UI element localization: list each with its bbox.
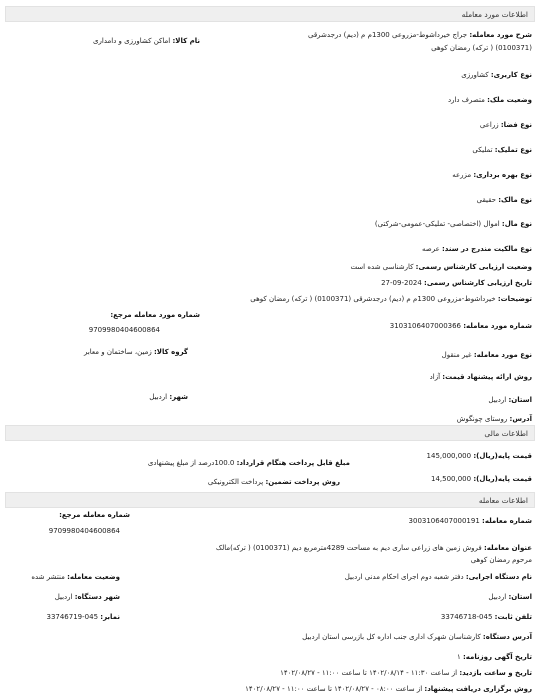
base-price-label: قیمت پایه(ریال): — [473, 452, 532, 460]
city-label: شهر: — [169, 393, 188, 401]
guarantee-label: روش پرداخت تضمین: — [265, 478, 340, 486]
trans-status-field — [31, 572, 120, 582]
offer-date-label: روش برگزاری دریافت پیشنهاد: — [424, 685, 532, 693]
visit-label: تاریخ و ساعت بازدید: — [459, 669, 532, 677]
address-label: آدرس: — [509, 415, 532, 423]
trans-number-value: 3003106407000191 — [408, 517, 480, 525]
notes-field — [250, 294, 532, 304]
deal-number-value: 3103106407000366 — [389, 322, 462, 330]
address-field — [457, 414, 532, 424]
property-name-value: اماکن کشاورزی و دامداری — [93, 37, 171, 45]
group-label: گروه کالا: — [153, 348, 188, 356]
phone-label: تلفن ثابت: — [494, 613, 532, 621]
city-field — [149, 392, 188, 402]
address-value: روستای چونگوش — [456, 415, 508, 423]
trans-province-value: اردبیل — [488, 593, 507, 601]
ref-number-label: شماره مورد معامله مرجع: — [110, 311, 200, 319]
publish-date-value: ۱ — [456, 653, 461, 661]
status-value: متصرف دارد — [447, 96, 485, 104]
owner-type-label: نوع مالک: — [498, 196, 532, 204]
fax-label: نمابر: — [100, 613, 120, 621]
device-city-value: اردبیل — [54, 593, 73, 601]
deed-value: عرصه — [422, 245, 440, 253]
deposit-value: 14,500,000 — [431, 475, 472, 483]
ref-number-value-field — [89, 325, 160, 335]
ref-number-label-field — [110, 310, 200, 320]
expert-date-field — [381, 278, 532, 288]
section-header-deal-info: اطلاعات مورد معامله — [5, 6, 535, 22]
offer-method-value: آزاد — [429, 373, 441, 381]
trans-ref-value: 9709980404600864 — [48, 527, 120, 535]
guarantee-field — [208, 477, 340, 487]
device-address-field — [302, 632, 532, 642]
executor-value: دفتر شعبه دوم اجرای احکام مدنی اردبیل — [344, 573, 464, 581]
province-field — [488, 395, 532, 405]
status-field — [448, 95, 532, 105]
owner-type-field — [477, 195, 532, 205]
trans-province-label: استان: — [508, 593, 532, 601]
base-price-value: 145,000,000 — [426, 452, 472, 460]
guarantee-value: پرداخت الکترونیکی — [207, 478, 264, 486]
ownership-value: تملیکی — [472, 146, 493, 154]
phone-value: 045-33746718 — [440, 613, 493, 621]
executor-label: نام دستگاه اجرایی: — [465, 573, 532, 581]
trans-number-field — [409, 516, 532, 526]
exploitation-value: مزرعه — [452, 171, 472, 179]
property-name-label: نام کالا: — [172, 37, 200, 45]
owner-type-value: حقیقی — [476, 196, 496, 204]
space-label: نوع فضا: — [500, 121, 532, 129]
property-kind-label: نوع مال: — [501, 220, 532, 228]
usage-field — [461, 70, 532, 80]
payment-field — [148, 458, 350, 468]
payment-label: مبلغ قابل پرداخت هنگام قرارداد: — [236, 459, 350, 467]
notes-label: توضیحات: — [497, 295, 532, 303]
ref-number-value: 9709980404600864 — [88, 326, 160, 334]
exploitation-label: نوع بهره برداری: — [473, 171, 532, 179]
deal-type-value: غیر منقول — [441, 351, 472, 359]
deal-number-field — [390, 321, 532, 331]
offer-method-field — [430, 372, 532, 382]
trans-ref-label: شماره معامله مرجع: — [59, 511, 130, 519]
publish-date-field — [457, 652, 532, 662]
base-price-field — [427, 451, 532, 461]
province-value: اردبیل — [488, 396, 507, 404]
description-label: شرح مورد معامله: — [469, 31, 532, 39]
group-value: زمین، ساختمان و معابر — [83, 348, 152, 356]
offer-method-label: روش ارائه پیشنهاد قیمت: — [442, 373, 532, 381]
ownership-field — [472, 145, 532, 155]
trans-title-label: عنوان معامله: — [484, 544, 532, 552]
trans-title-field — [202, 542, 532, 566]
trans-ref-value-field — [49, 526, 120, 536]
deal-type-label: نوع مورد معامله: — [473, 351, 532, 359]
expert-status-field — [350, 262, 532, 272]
description-value: جراج خیرداشوط-مزروعی 1300م م (دیم) درجدشرقی (0100371) ( ترکه) رمضان کوهی — [308, 31, 532, 52]
offer-date-value: از ساعت ۰۸:۰۰ - ۱۴۰۲/۰۸/۲۷ تا ساعت ۱۱:۰۰ - ۱۴۰۲/۰۸/۲۷ — [245, 685, 423, 693]
phone-field — [441, 612, 532, 622]
expert-status-label: وضعیت ارزیابی کارشناس رسمی: — [415, 263, 532, 271]
ownership-label: نوع تملیک: — [494, 146, 532, 154]
city-value: اردبیل — [149, 393, 168, 401]
expert-date-label: تاریخ ارزیابی کارشناس رسمی: — [424, 279, 532, 287]
visit-field — [280, 668, 532, 678]
fax-value: 045-33746719 — [46, 613, 99, 621]
trans-status-label: وضعیت معامله: — [67, 573, 120, 581]
group-field — [84, 347, 188, 357]
exploitation-field — [452, 170, 532, 180]
device-city-field — [55, 592, 120, 602]
deal-number-label: شماره مورد معامله: — [463, 322, 532, 330]
visit-value: از ساعت ۱۱:۳۰ - ۱۴۰۲/۰۸/۱۴ تا ساعت ۱۱:۰۰ - ۱۴۰۲/۰۸/۲۷ — [280, 669, 458, 677]
offer-date-field — [245, 684, 532, 694]
section-header-financial: اطلاعات مالی — [5, 425, 535, 441]
notes-value: خیرداشوط-مزروعی 1300م م (دیم) درجدشرقی (0100371) ( ترکه) رمضان کوهی — [250, 295, 496, 303]
space-value: زراعی — [479, 121, 499, 129]
description-field — [292, 29, 532, 55]
expert-status-value: کارشناسی شده است — [350, 263, 414, 271]
trans-status-value: منتشر شده — [31, 573, 65, 581]
expert-date-value: 2024-09-27 — [381, 279, 422, 287]
property-kind-field — [375, 219, 532, 229]
deposit-label: قیمت پایه(ریال): — [473, 475, 532, 483]
usage-value: کشاورزی — [461, 71, 489, 79]
trans-number-label: شماره معامله: — [482, 517, 532, 525]
executor-field — [345, 572, 532, 582]
space-field — [480, 120, 532, 130]
status-label: وضعیت ملک: — [487, 96, 532, 104]
trans-ref-label-field — [59, 510, 130, 520]
deed-field — [422, 244, 532, 254]
deposit-field — [431, 474, 532, 484]
section-header-transaction: اطلاعات معامله — [5, 492, 535, 508]
device-address-value: کارشناسان شهرک اداری جنب اداره کل بازرسی استان اردبیل — [302, 633, 481, 641]
usage-label: نوع کاربری: — [490, 71, 532, 79]
publish-date-label: تاریخ آگهی روزنامه: — [462, 653, 532, 661]
device-city-label: شهر دستگاه: — [74, 593, 120, 601]
device-address-label: آدرس دستگاه: — [482, 633, 532, 641]
province-label: استان: — [508, 396, 532, 404]
trans-title-value: فروش زمین های زراعی ساری دیم به مساحت 4289مترمربع دیم (0100371) ( ترکه)مالک مرحوم رمضان کوهی — [215, 544, 532, 564]
property-name-field — [93, 36, 200, 46]
deal-type-field — [442, 350, 532, 360]
payment-value: 100.0درصد از مبلغ پیشنهادی — [147, 459, 235, 467]
fax-field — [46, 612, 120, 622]
deed-label: نوع مالکیت مندرج در سند: — [442, 245, 532, 253]
property-kind-value: اموال (اختصاصی- تملیکی-عمومی-شرکتی) — [374, 220, 500, 228]
trans-province-field — [488, 592, 532, 602]
